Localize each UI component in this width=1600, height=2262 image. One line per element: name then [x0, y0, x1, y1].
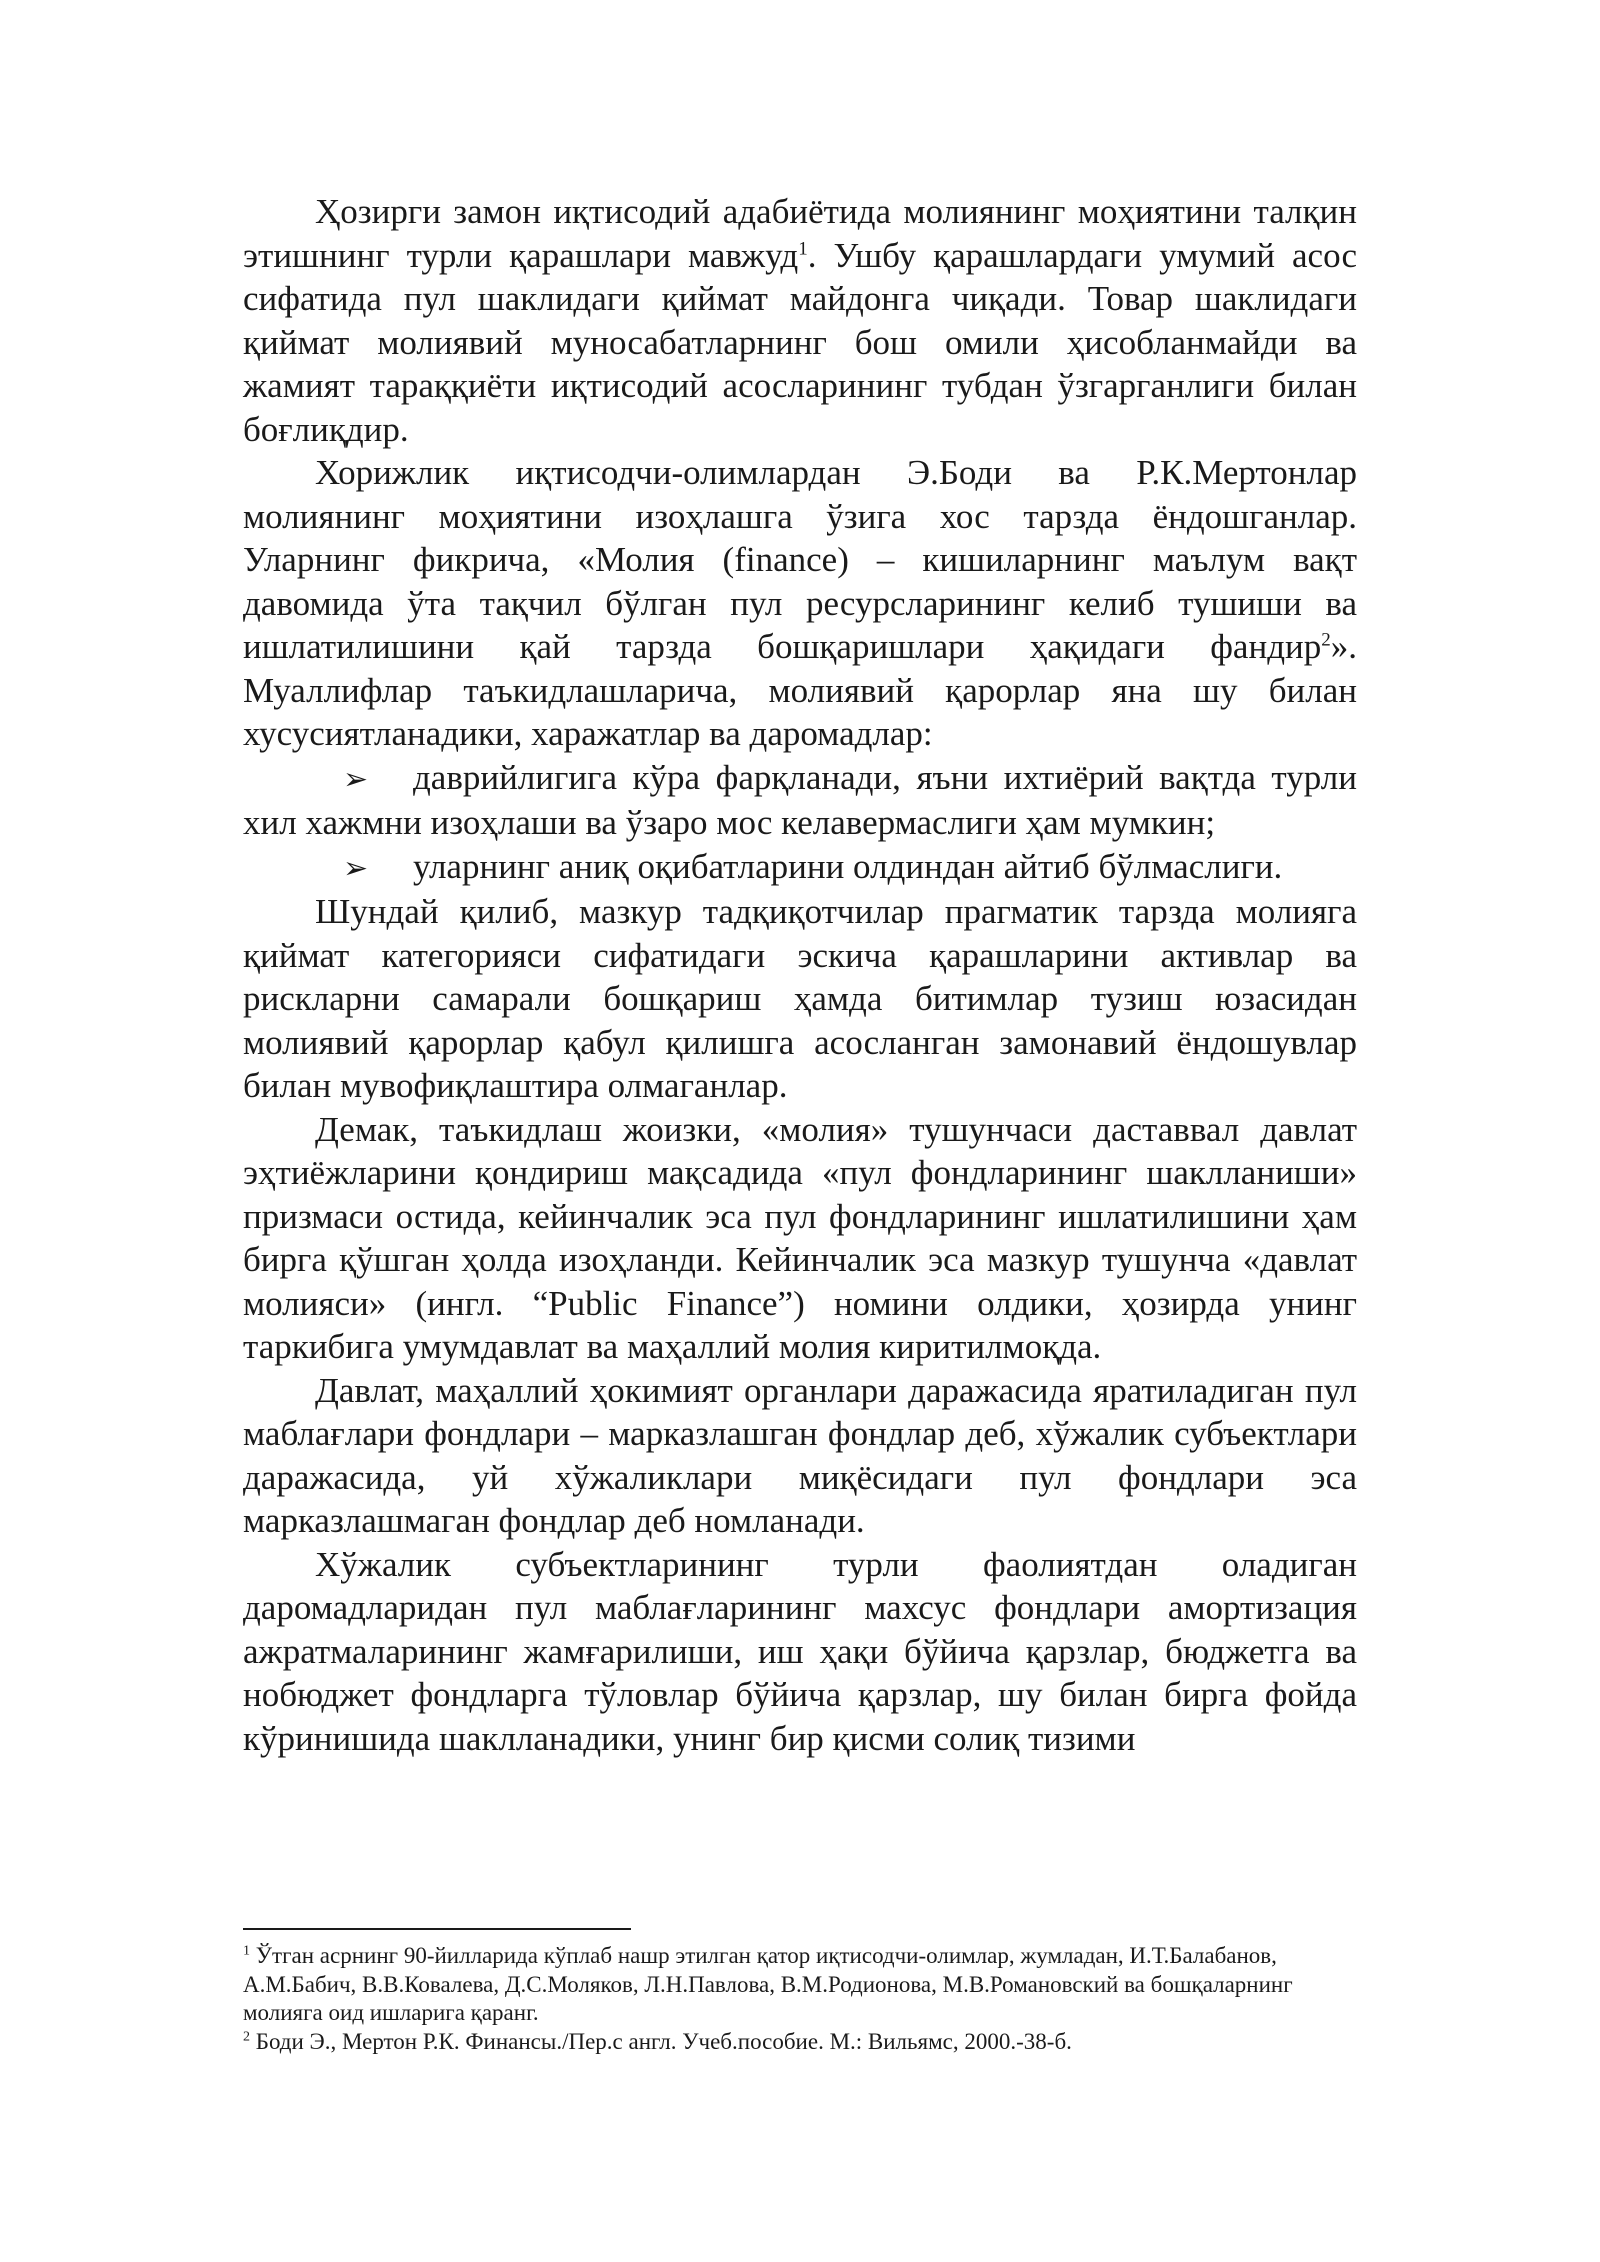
- arrow-bullet-icon: ➢: [343, 850, 369, 886]
- paragraph-2-text-b: ». Муаллифлар таъкидлашларича, молиявий қарорлар яна шу билан хусусиятланадики, харажатлар ва даромадлар:: [243, 627, 1357, 753]
- footnote-2-mark: 2: [243, 2028, 250, 2044]
- paragraph-1: [243, 190, 1357, 451]
- paragraph-6: Хўжалик субъектларининг турли фаолиятдан оладиган даромадларидан пул маблағларининг махсус фондлари амортизация ажратмаларининг жамғарилиши, иш ҳақи бўйича қарзлар, бюджетга ва нобюджет фондларга тўловлар бўйича қарзлар, шу билан бирга фойда кўринишида шаклланадики, унинг бир қисми солиқ тизими: [243, 1544, 1357, 1758]
- footnotes: [243, 1942, 1357, 2056]
- footnote-1: [243, 1942, 1357, 2028]
- footnote-2: [243, 2028, 1357, 2057]
- paragraph-3: Шундай қилиб, мазкур тадқиқотчилар прагматик тарзда молияга қиймат категорияси сифатидаги эскича қарашларини активлар ва рискларни самарали бошқариш ҳамда битимлар тузиш юзасидан молиявий қарорлар қабул қилишга асосланган замонавий ёндошувлар билан мувофиқлаштира олмаганлар.: [243, 892, 1357, 1105]
- footnote-separator: [243, 1928, 631, 1930]
- arrow-bullet-icon: ➢: [343, 761, 369, 797]
- footnote-ref-1: 1: [798, 237, 808, 259]
- paragraph-1-text-b: . Ушбу қарашлардаги умумий асос сифатида пул шаклидаги қиймат майдонга чиқади. Товар шаклидаги қиймат молиявий муносабатларнинг бош омили ҳисобланмайди ва жамият тараққиёти иқтисодий асосларининг тубдан ўзгарганлиги билан боғлиқдир.: [243, 235, 1357, 449]
- paragraph-5: Давлат, маҳаллий ҳокимият органлари даражасида яратиладиган пул маблағлари фондлари – марказлашган фондлар деб, хўжалик субъектлари даражасида, уй хўжаликлари миқёсидаги пул фондлари эса марказлашмаган фондлар деб номланади.: [243, 1370, 1357, 1540]
- bullet-item-1-text: даврийлигига кўра фарқланади, яъни ихтиёрий вақтда турли хил хажмни изоҳлаши ва ўзаро мос келавермаслиги ҳам мумкин;: [243, 757, 1357, 842]
- bullet-item-2: [243, 845, 1357, 891]
- paragraph-1-text-a: Ҳозирги замон иқтисодий адабиётида молиянинг моҳиятини талқин этишнинг турли қарашлари мавжуд: [243, 192, 1357, 275]
- footnote-1-mark: 1: [243, 1943, 250, 1959]
- footnote-1-text: Ўтган асрнинг 90-йилларида кўплаб нашр этилган қатор иқтисодчи-олимлар, жумладан, И.Т.Балабанов, А.М.Бабич, В.В.Ковалева, Д.С.Моляков, Л.Н.Павлова, В.М.Родионова, М.В.Романовский ва бошқаларнинг молияга оид ишларига қаранг.: [243, 1943, 1293, 2025]
- main-text: [243, 190, 1357, 1760]
- bullet-item-2-text: уларнинг аниқ оқибатларини олдиндан айтиб бўлмаслиги.: [413, 846, 1283, 886]
- footnote-ref-2: 2: [1321, 629, 1331, 651]
- paragraph-4: Демак, таъкидлаш жоизки, «молия» тушунчаси даставвал давлат эҳтиёжларини қондириш мақсадида «пул фондларининг шаклланиши» призмаси остида, кейинчалик эса пул фондларининг ишлатилишини ҳам бирга қўшган ҳолда изоҳланди. Кейинчалик эса мазкур тушунча «давлат молияси» (ингл. “Public Finance”) номини олдики, ҳозирда унинг таркибига умумдавлат ва маҳаллий молия киритилмоқда.: [243, 1109, 1357, 1366]
- bullet-item-1: [243, 756, 1357, 845]
- paragraph-2: [243, 451, 1357, 756]
- paragraph-2-text-a: Хорижлик иқтисодчи-олимлардан Э.Боди ва Р.К.Мертонлар молиянинг моҳиятини изоҳлашга ўзига хос тарзда ёндошганлар. Уларнинг фикрича, «Молия (finance) – кишиларнинг маълум вақт давомида ўта тақчил бўлган пул ресурсларининг келиб тушиши ва ишлатилишини қай тарзда бошқаришлари ҳақидаги фандир: [243, 453, 1357, 666]
- footnote-2-text: Боди Э., Мертон Р.К. Финансы./Пер.с англ. Учеб.пособие. М.: Вильямс, 2000.-38-б.: [250, 2028, 1072, 2054]
